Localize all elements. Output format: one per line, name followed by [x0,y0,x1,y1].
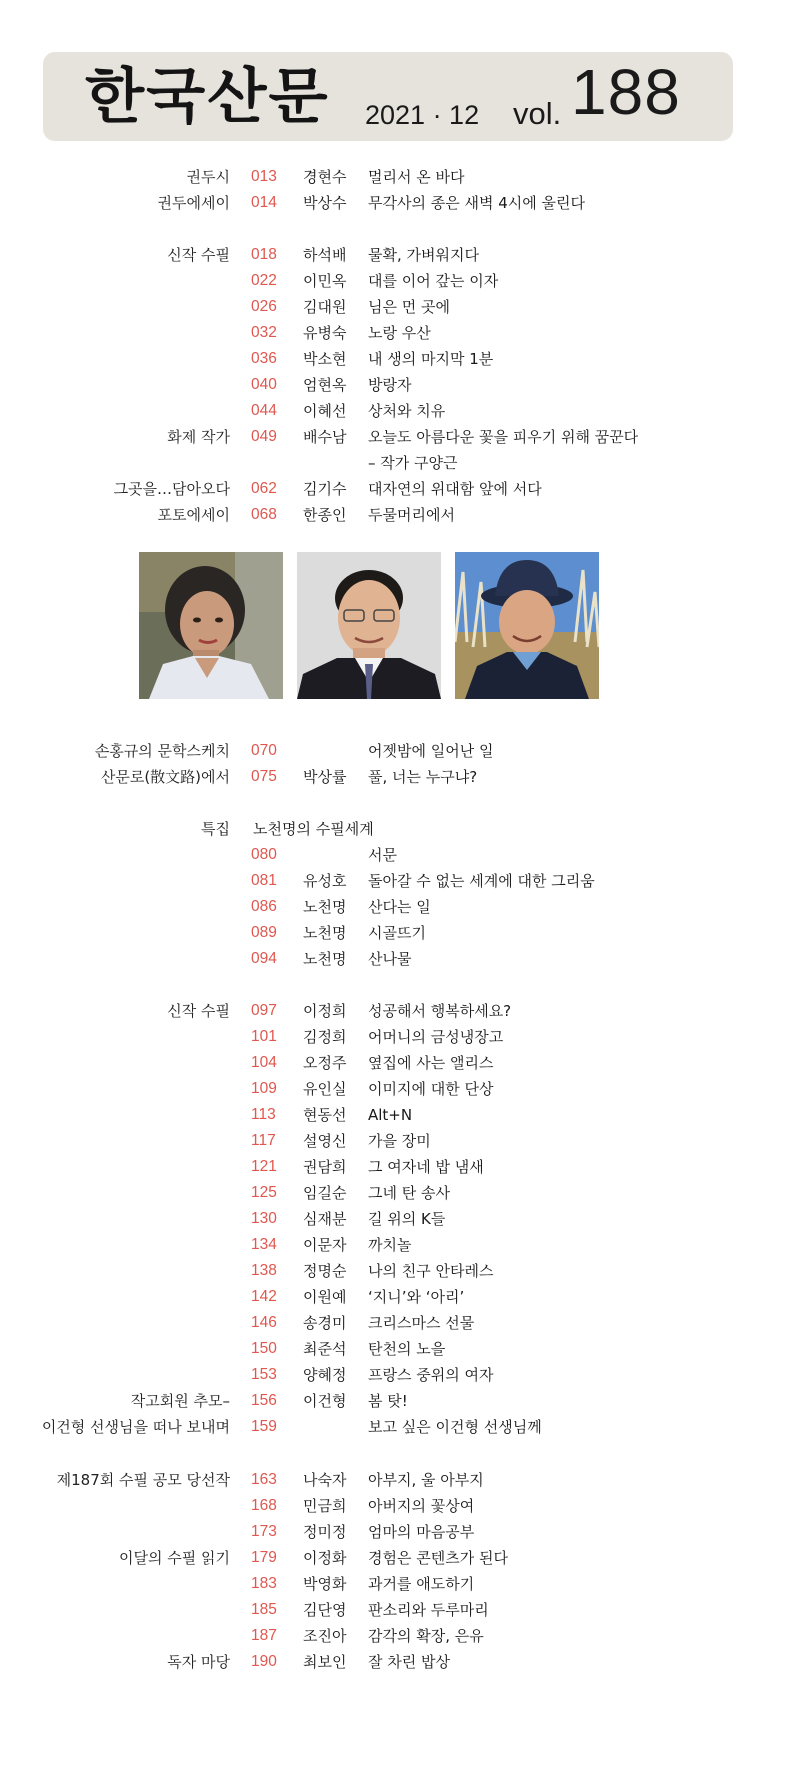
toc-author: 엄현옥 [303,376,347,394]
toc-entry [0,1650,791,1674]
toc-title: 길 위의 K들 [368,1210,446,1228]
toc-page-number: 018 [251,246,277,263]
toc-entry [0,295,791,319]
toc-entry [0,1624,791,1648]
toc-author: 박영화 [303,1575,347,1593]
toc-title: 아버지의 꽃상여 [368,1497,475,1515]
toc-page-number: 032 [251,324,277,341]
toc-author: 김기수 [303,480,347,498]
toc-title: 어젯밤에 일어난 일 [368,742,494,760]
toc-page-number: 062 [251,480,277,497]
toc-entry [0,347,791,371]
toc-page-number: 173 [251,1523,277,1540]
volume-label: vol. [513,96,562,131]
toc-title: 무각사의 종은 새벽 4시에 울린다 [368,194,585,212]
toc-entry [0,1598,791,1622]
toc-entry [0,373,791,397]
toc-title: 경험은 콘텐츠가 된다 [368,1549,508,1567]
toc-author: 박상률 [303,768,347,786]
toc-title: 산나물 [368,950,412,968]
toc-page-number: 159 [251,1418,277,1435]
toc-author: 양혜정 [303,1366,347,1384]
toc-author: 이정희 [303,1002,347,1020]
toc-entry [0,739,791,763]
author-photo-woman [139,552,283,699]
toc-title: 그 여자네 밥 냄새 [368,1158,484,1176]
toc-page-number: 101 [251,1028,277,1045]
toc-page-number: 142 [251,1288,277,1305]
toc-entry [0,1389,791,1413]
toc-entry [0,165,791,189]
toc-title: 산다는 일 [368,898,431,916]
toc-page-number: 104 [251,1054,277,1071]
toc-page-number: 185 [251,1601,277,1618]
toc-entry [0,1155,791,1179]
toc-title: 아부지, 울 아부지 [368,1471,484,1489]
toc-title: 풀, 너는 누구냐? [368,768,478,786]
toc-page-number: 013 [251,168,277,185]
toc-title: 내 생의 마지막 1분 [368,350,494,368]
toc-page-number: 089 [251,924,277,941]
toc-page-number: 163 [251,1471,277,1488]
toc-entry [0,1181,791,1205]
toc-title: 나의 친구 안타레스 [368,1262,494,1280]
toc-author: 현동선 [303,1106,347,1124]
toc-author: 노천명 [303,924,347,942]
toc-section-label: 이달의 수필 읽기 [119,1549,230,1567]
toc-author: 정미정 [303,1523,347,1541]
toc-author: 박소현 [303,350,347,368]
toc-entry [0,843,791,867]
toc-author: 심재분 [303,1210,347,1228]
toc-entry [0,425,791,449]
volume-number: 188 [571,56,681,128]
toc-entry [0,1259,791,1283]
toc-author: 노천명 [303,950,347,968]
toc-page-number: 187 [251,1627,277,1644]
toc-title: 어머니의 금성냉장고 [368,1028,504,1046]
toc-entry [0,503,791,527]
toc-title: 가을 장미 [368,1132,431,1150]
toc-author: 설영신 [303,1132,347,1150]
toc-title: 판소리와 두루마리 [368,1601,489,1619]
toc-entry [0,999,791,1023]
toc-title: 크리스마스 선물 [368,1314,475,1332]
toc-author: 조진아 [303,1627,347,1645]
toc-page-number: 150 [251,1340,277,1357]
toc-page-number: 022 [251,272,277,289]
toc-author: 이정화 [303,1549,347,1567]
toc-title: 오늘도 아름다운 꽃을 피우기 위해 꿈꾼다 [368,428,639,446]
toc-author: 송경미 [303,1314,347,1332]
toc-title: 대자연의 위대함 앞에 서다 [368,480,542,498]
toc-title: 그네 탄 송사 [368,1184,450,1202]
toc-page-number: 146 [251,1314,277,1331]
toc-author: 김정희 [303,1028,347,1046]
toc-title: 물확, 가벼워지다 [368,246,479,264]
toc-section-label: 포토에세이 [157,506,230,524]
toc-page-number: 081 [251,872,277,889]
toc-entry [0,1546,791,1570]
toc-entry [0,1285,791,1309]
toc-section-label: 산문로(散文路)에서 [100,768,230,786]
toc-author: 최준석 [303,1340,347,1358]
toc-entry [0,243,791,267]
toc-page-number: 086 [251,898,277,915]
toc-author: 한종인 [303,506,347,524]
toc-page-number: 168 [251,1497,277,1514]
toc-section-label: 작고회원 추모– [130,1392,230,1410]
toc-entry [0,1129,791,1153]
toc-page-number: 080 [251,846,277,863]
toc-author: 오정주 [303,1054,347,1072]
toc-title: 시골뜨기 [368,924,426,942]
toc-entry [0,1077,791,1101]
toc-title: 님은 먼 곳에 [368,298,450,316]
toc-title: Alt+N [368,1106,413,1124]
author-photo-man-glasses [297,552,441,699]
toc-page-number: 125 [251,1184,277,1201]
toc-page-number: 075 [251,768,277,785]
toc-page-number: 070 [251,742,277,759]
toc-entry [0,399,791,423]
toc-author: 이건형 [303,1392,347,1410]
magazine-header [43,52,733,141]
toc-author: 임길순 [303,1184,347,1202]
toc-section-label: 권두시 [186,168,230,186]
toc-author: 김단영 [303,1601,347,1619]
toc-entry [0,1103,791,1127]
toc-author: 이혜선 [303,402,347,420]
toc-page-number: 014 [251,194,277,211]
toc-title: 보고 싶은 이건형 선생님께 [368,1418,542,1436]
toc-title: 봄 탓! [368,1392,408,1410]
toc-author: 노천명 [303,898,347,916]
toc-page-number: 121 [251,1158,277,1175]
toc-page-number: 179 [251,1549,277,1566]
toc-entry [0,1207,791,1231]
toc-title: 돌아갈 수 없는 세계에 대한 그리움 [368,872,595,890]
toc-title: 탄천의 노을 [368,1340,446,1358]
toc-entry [0,1025,791,1049]
toc-author: 하석배 [303,246,347,264]
special-section-header [0,817,791,841]
toc-entry [0,1415,791,1439]
toc-title: 방랑자 [368,376,412,394]
toc-entry [0,1494,791,1518]
toc-section-label: 특집 [201,820,230,838]
toc-page-number: 156 [251,1392,277,1409]
toc-author: 유성호 [303,872,347,890]
toc-title: 두물머리에서 [368,506,455,524]
toc-entry [0,869,791,893]
toc-entry [0,451,791,475]
toc-author: 이원예 [303,1288,347,1306]
toc-page-number: 049 [251,428,277,445]
toc-author: 권담희 [303,1158,347,1176]
toc-page-number: 134 [251,1236,277,1253]
toc-entry [0,921,791,945]
toc-entry [0,321,791,345]
toc-page-number: 109 [251,1080,277,1097]
toc-title: 프랑스 중위의 여자 [368,1366,494,1384]
toc-author: 김대원 [303,298,347,316]
toc-title: 상처와 치유 [368,402,446,420]
toc-page-number: 190 [251,1653,277,1670]
toc-page-number: 117 [251,1132,276,1149]
toc-author: 유인실 [303,1080,347,1098]
toc-page-number: 094 [251,950,277,967]
toc-page-number: 183 [251,1575,277,1592]
toc-author: 경현수 [303,168,347,186]
toc-page-number: 068 [251,506,277,523]
toc-author: 민금희 [303,1497,347,1515]
toc-page-number: 138 [251,1262,277,1279]
toc-section-label: 권두에세이 [157,194,230,212]
toc-title: 감각의 확장, 은유 [368,1627,484,1645]
magazine-title: 한국산문 [85,62,330,132]
toc-page-number: 097 [251,1002,277,1019]
toc-section-label: 독자 마당 [167,1653,230,1671]
toc-entry [0,1311,791,1335]
author-photo-man-hat [455,552,599,699]
toc-section-label: 신작 수필 [167,246,230,264]
toc-page-number: 153 [251,1366,277,1383]
toc-title: 옆집에 사는 앨리스 [368,1054,494,1072]
toc-author: 정명순 [303,1262,347,1280]
toc-title: 대를 이어 갚는 이자 [368,272,499,290]
toc-author: 박상수 [303,194,347,212]
toc-section-label: 손홍규의 문학스케치 [94,742,230,760]
toc-author: 이문자 [303,1236,347,1254]
toc-entry [0,1572,791,1596]
toc-section-label: 그곳을…담아오다 [113,480,230,498]
toc-title: 잘 차린 밥상 [368,1653,450,1671]
toc-entry [0,895,791,919]
toc-entry [0,765,791,789]
toc-author: 배수남 [303,428,347,446]
toc-entry [0,1520,791,1544]
toc-author: 유병숙 [303,324,347,342]
toc-entry [0,947,791,971]
toc-author: 이민옥 [303,272,347,290]
toc-title: 엄마의 마음공부 [368,1523,475,1541]
toc-page-number: 113 [251,1106,276,1123]
toc-entry [0,269,791,293]
toc-page-number: 026 [251,298,277,315]
toc-title: 서문 [368,846,397,864]
special-section-heading: 노천명의 수필세계 [253,820,374,838]
toc-title: 노랑 우산 [368,324,431,342]
toc-author: 나숙자 [303,1471,347,1489]
toc-page-number: 130 [251,1210,277,1227]
toc-section-label: 이건형 선생님을 떠나 보내며 [41,1418,230,1436]
toc-entry [0,1051,791,1075]
toc-title: 멀리서 온 바다 [368,168,465,186]
toc-entry [0,1337,791,1361]
toc-entry [0,477,791,501]
toc-entry [0,1363,791,1387]
toc-title: 까치놀 [368,1236,412,1254]
toc-section-label: 제187회 수필 공모 당선작 [56,1471,230,1489]
toc-title: ‘지니’와 ‘아리’ [368,1288,465,1306]
toc-section-label: 화제 작가 [167,428,230,446]
toc-section-label: 신작 수필 [167,1002,230,1020]
toc-title: – 작가 구양근 [368,454,458,472]
toc-author: 최보인 [303,1653,347,1671]
toc-entry [0,1468,791,1492]
toc-entry [0,1233,791,1257]
toc-entry [0,191,791,215]
issue-date: 2021 · 12 [365,100,480,130]
toc-title: 성공해서 행복하세요? [368,1002,512,1020]
toc-page-number: 040 [251,376,277,393]
toc-page-number: 044 [251,402,277,419]
toc-title: 이미지에 대한 단상 [368,1080,494,1098]
toc-title: 과거를 애도하기 [368,1575,475,1593]
toc-page-number: 036 [251,350,277,367]
